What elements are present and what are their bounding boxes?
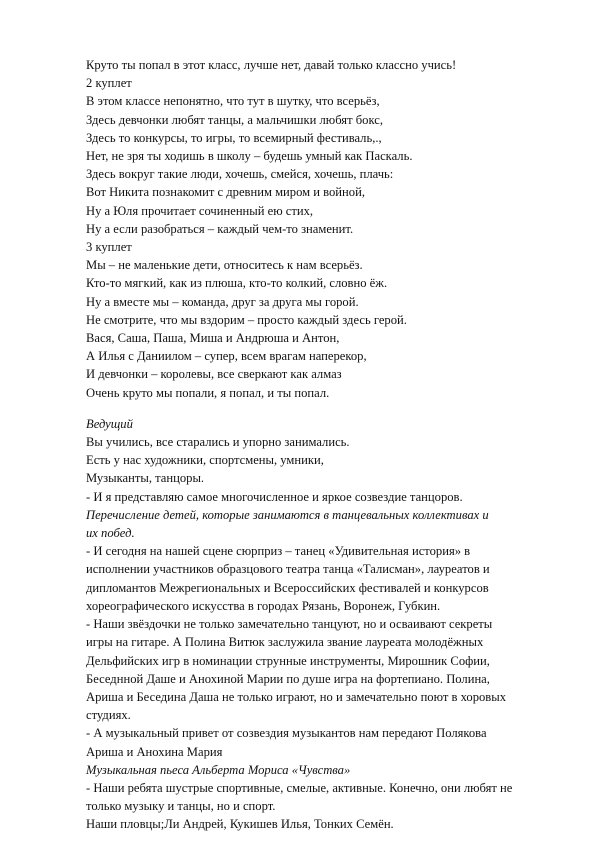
script-line: - Наши ребята шустрые спортивные, смелые, активные. Конечно, они любят не: [86, 780, 513, 795]
host-section: [86, 415, 556, 834]
verse-label: 2 куплет: [86, 76, 132, 91]
lyric-line: Здесь то конкурсы, то игры, то всемирный фестиваль,.,: [86, 130, 382, 145]
lyric-line: Очень круто мы попали, я попал, и ты попал.: [86, 385, 330, 400]
section-gap: [86, 402, 556, 415]
verse-label: 3 куплет: [86, 240, 132, 255]
lyric-line: Ну а вместе мы – команда, друг за друга мы горой.: [86, 294, 359, 309]
song-lyrics: [86, 56, 556, 402]
speaker-label: Ведущий: [86, 416, 133, 431]
lyric-line: Не смотрите, что мы вздорим – просто каждый здесь герой.: [86, 312, 407, 327]
script-line: Дельфийских игр в номинации струнные инструменты, Мирошник Софии,: [86, 653, 490, 668]
lyric-line: И девчонки – королевы, все сверкают как алмаз: [86, 367, 342, 382]
stage-direction: Музыкальная пьеса Альберта Мориса «Чувства»: [86, 762, 351, 777]
script-line: дипломантов Межрегиональных и Всероссийских фестивалей и конкурсов: [86, 580, 489, 595]
script-line: Беседнной Даше и Анохиной Марии по душе игра на фортепиано. Полина,: [86, 671, 490, 686]
script-line: только музыку и танцы, но и спорт.: [86, 799, 276, 814]
lyric-line: Вот Никита познакомит с древним миром и войной,: [86, 185, 365, 200]
script-line: хореографического искусства в городах Рязань, Воронеж, Губкин.: [86, 598, 441, 613]
script-line: - И сегодня на нашей сцене сюрприз – танец «Удивительная история» в: [86, 544, 471, 559]
script-line: Ариша и Беседина Даша не только играют, но и замечательно поют в хоровых: [86, 689, 507, 704]
lyric-line: Здесь вокруг такие люди, хочешь, смейся, хочешь, плачь:: [86, 167, 394, 182]
script-line: Музыканты, танцоры.: [86, 471, 205, 486]
lyric-line: В этом классе непонятно, что тут в шутку, что всерьёз,: [86, 94, 380, 109]
lyric-line: Круто ты попал в этот класс, лучше нет, давай только классно учись!: [86, 58, 457, 72]
script-line: исполнении участников образцового театра танца «Талисман», лауреатов и: [86, 562, 490, 577]
script-line: - Наши звёздочки не только замечательно танцуют, но и осваивают секреты: [86, 617, 493, 632]
script-line: игры на гитаре. А Полина Витюк заслужила звание лауреата молодёжных: [86, 635, 484, 650]
script-line: Наши пловцы;Ли Андрей, Кукишев Илья, Тонких Семён.: [86, 817, 394, 832]
stage-direction: Перечисление детей, которые занимаются в танцевальных коллективах и: [86, 507, 489, 522]
lyric-line: Мы – не маленькие дети, относитесь к нам всерьёз.: [86, 258, 363, 273]
document-page: [86, 56, 556, 834]
lyric-line: Ну а если разобраться – каждый чем-то знаменит.: [86, 221, 354, 236]
script-line: Есть у нас художники, спортсмены, умники,: [86, 453, 324, 468]
script-line: - И я представляю самое многочисленное и яркое созвездие танцоров.: [86, 489, 463, 504]
lyric-line: Ну а Юля прочитает сочиненный ею стих,: [86, 203, 314, 218]
lyric-line: А Илья с Даниилом – супер, всем врагам наперекор,: [86, 349, 367, 364]
lyric-line: Нет, не зря ты ходишь в школу – будешь умный как Паскаль.: [86, 149, 413, 164]
stage-direction: их побед.: [86, 526, 135, 541]
script-line: Ариша и Анохина Мария: [86, 744, 223, 759]
script-line: - А музыкальный привет от созвездия музыкантов нам передают Полякова: [86, 726, 487, 741]
lyric-line: Здесь девчонки любят танцы, а мальчишки любят бокс,: [86, 112, 383, 127]
lyric-line: Кто-то мягкий, как из плюша, кто-то колкий, словно ёж.: [86, 276, 388, 291]
lyric-line: Вася, Саша, Паша, Миша и Андрюша и Антон,: [86, 331, 340, 346]
script-line: Вы учились, все старались и упорно занимались.: [86, 435, 350, 450]
script-line: студиях.: [86, 708, 131, 723]
